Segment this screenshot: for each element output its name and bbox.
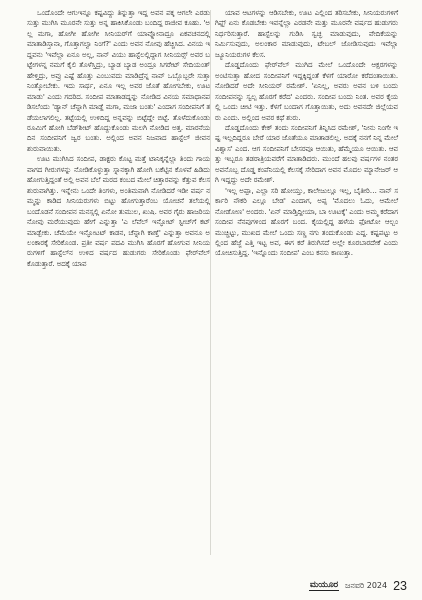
page-number: 23: [393, 579, 407, 593]
right-paragraph-4: 'ಇಲ್ಲ ಅಪ್ಪಾ, ಎಲ್ಲಾ ಸರಿ ಹೋಯ್ತು, ಕಾಲೇಜುಲ್ಲೂ ಇಲ್ಲ, ಬೈತೀರಿ… ನಾನ್ ಸರ್ಕಾರಿ ನೌಕರಿ ಎಲ್ಲೂ ಬೇಡ' ಎಂದಾಗ, ಅಪ್ಪ 'ಮೊದಲು ಓದು, ಆಮೇಲೆ ನೋಡೋಣ' ಅಂದರು. 'ಏನ್ ಮಾಡ್ತಿದ್ದೀಯಾ, ಬಾ ಊಟಕ್ಕೆ' ಎಂದು ಅಮ್ಮ ಕರೆದಾಗ ಸಂದೀಪ ನೆನಪುಗಳಿಂದ ಹೊರಗೆ ಬಂದ. ಕೈಯಲ್ಲಿದ್ದ ಹಳೆಯ ಫೋಟೋ ಆಲ್ಬಂ ಮುಚ್ಚಿಟ್ಟು, ಮುಖದ ಮೇಲೆ ಒಂದು ಸಣ್ಣ ನಗು ತಂದುಕೊಂಡು ಎದ್ದ. ಕಷ್ಟಪಟ್ಟು ಅಲ್ಲಿಂದ ಹೆಜ್ಜೆ ಎತ್ತಿ ಇಟ್ಟ ಅವ, ಈಗ ಕರೆ ತಿರುಗಿಸದೆ ಅಲ್ಲೇ ಕೂರಬಾರದೇಕೆ ಎಂದು ಯೋಚಿಸುತ್ತಿದ್ದ. 'ಇನ್ನೊಂದು ಸಂದೀಪ' ಎಂಬ ಕನಸು ಕಾಣುತ್ತಾ.: [215, 185, 398, 258]
right-column: [215, 8, 398, 259]
left-column: [27, 8, 210, 269]
right-paragraph-3: ದೊಡ್ಡದೊಂದು ಕೇಕ್ ತಂದು ಸಂದೀಪನಿಗೆ ತಿನ್ನಿಸಿದ ರಮೇಶ್, 'ನೀನು ನಿಂಗೇ ಇಷ್ಟ ಇಲ್ಲದಿದ್ದರೂ ಬೇರೆ ಯಾರ ಜೊತೆಯೂ ಮಾತಾಡಲಿಲ್ಲ. ಅದಕ್ಕೆ ನನಗೆ ನಿನ್ನ ಮೇಲೆ ವಿಶ್ವಾಸ' ಎಂದ. ಆಗ ಸಂದೀಪನಿಗೆ ಬೇಸರವೂ ಆಯಿತು, ಹೆಮ್ಮೆಯೂ ಆಯಿತು. ಆವತ್ತು ಇಬ್ಬರೂ ತಡರಾತ್ರಿಯವರೆಗೆ ಮಾತಾಡಿದರು. ಮುಂದೆ ಹಲವು ವರ್ಷಗಳ ನಂತರ ಅವನೊಬ್ಬ ದೊಡ್ಡ ಕಂಪೆನಿಯಲ್ಲಿ ಕೆಲಸಕ್ಕೆ ಸೇರಿದಾಗ ಅವನ ಮೊದಲ ಮ್ಯಾನೇಜರ್ ಆಗಿ ಇದ್ದದ್ದು ಅದೇ ರಮೇಶ್.: [215, 122, 398, 185]
column-divider: [210, 10, 211, 555]
right-paragraph-1: ಯಾವ ಆಟಗಳನ್ನು ಆಡಿಸಬೇಕು, ಊಟ ಎಲ್ಲಿಂದ ತರಿಸಬೇಕು, ಸೀನಿಯರುಗಳಿಗೆ ಗಿಫ್ಟ್ ಏನು ಕೊಡಬೇಕು ಇವನ್ನೆಲ್ಲಾ ಎರಡನೇ ಮತ್ತು ಮೂರನೇ ವರ್ಷದ ಹುಡುಗರು ನಿರ್ಧರಿಸುತ್ತಾರೆ. ಹಾಸ್ಟೆಲನ್ನು ಗುಡಿಸಿ ಸ್ವಚ್ಛ ಮಾಡುವುದು, ವೇದಿಕೆಯನ್ನು ನಿರ್ಮಿಸುವುದು, ಅಲಂಕಾರ ಮಾಡುವುದು, ಟೇಬಲ್ ಜೋಡಿಸುವುದು ಇವೆಲ್ಲಾ ಜ್ಯೂನಿಯರುಗಳ ಕೆಲಸ.: [215, 8, 398, 59]
left-paragraph-2: ಊಟ ಮುಗಿಸಿದ ಸಂದೀಪ, ಡಾಕ್ಟರು ಕೊಟ್ಟ ಮತ್ತೆ ಟಾನಿಕ್ಕನ್ನೆಲ್ಲಾ ತಿಂದು ಗಾಯವಾಗದ ಗೀರುಗಳನ್ನು ನೋಡಿಕೊಳ್ಳುತ್ತಾ ಸ್ನಾನಕ್ಕಾಗಿ ಹೋಗಿ ಬಕೆಟ್ಟಿನ ಕೊಳವೆ ಹಿಡಿದು ಹೋಗುತ್ತಿದ್ದಂತೆ ಅಲ್ಲಿ ಅವನ ಬೆಲೆ ಮರದ ಕಂಬದ ಮೇಲೆ ಚಿತ್ತಾರವನ್ನು ಕೆತ್ತುವ ಕೆಲಸ ಶುರುವಾಗಿತ್ತು. ಇನ್ನೇನು ಒಂದೇ ತಿಂಗಳು, ಅಂತಿಮವಾಗಿ ನೋಡಿದರೆ ಇಡೀ ವರ್ಷ ನಮ್ಮನ್ನು ಕಾಡಿದ ಸೀನಿಯರುಗಳು ಬಿಟ್ಟು ಹೋಗುತ್ತಾರೆಂಬ ಯೋಚನೆ ತಲೆಯಲ್ಲಿ ಬಂದೊಡನೆ ಸಂದೀಪನ ಮನಸ್ಸಲ್ಲಿ ಏನೋ ತುಮುಲ, ಖುಷಿ. ಅವರ ಗೈರು ಹಾಜರಿಯ ನೋವು ಮರೆಯುವುದು ಹೇಗೆ ಎನ್ನುತ್ತಾ 'ಎ ಲೆವೆಲ್ ಇನ್ಫೋಟ್ ಸ್ಟೀಚ್‌ಗೆ ಕಟ್ ಮಾಡ್ಬೇಕು. ಚೆಮೆಯೇ ಇನ್ಫೋಟಟ್ ಕಾಡನ, ಚೆನ್ನಾಗಿ ಕಾಣ್ತೆ' ಎನ್ನುತ್ತಾ ಅವನೂ ಅಲಂಕಾರಕ್ಕೆ ಸೇರಿಕೊಂಡ. ಪ್ರತೀ ವರ್ಷ ಪದವಿ ಮುಗಿಸಿ ಹೊರಗೆ ಹೋಗುವ ಸೀನಿಯರುಗಳಿಗೆ ಹಾಸ್ಟೆಲ್‌ನ ಉಳಿದ ವರ್ಷದ ಹುಡುಗರು ಸೇರಿಕೊಂಡು ಫೇರ್‌ವೆಲ್ ಕೊಡುತ್ತಾರೆ. ಅದಕ್ಕೆ ಯಾವ: [27, 154, 210, 268]
right-paragraph-2: ದೊಡ್ಡದೊಂದು ಫೇರ್‌ವೆಲ್ ಮುಗಿದ ಮೇಲೆ ಒಂದೊಂದೇ ಆಕ್ಷರಗಳನ್ನು ಅಂಟಿಸುತ್ತಾ ಹೋದ ಸಂದೀಪನಿಗೆ ಇದ್ದಕ್ಕಿದ್ದಂತೆ ಕೆಳಗೆ ಯಾರೋ ಕರೆದಂತಾಯಿತು. ನೋಡಿದರೆ ಅದೇ ಸೀನಿಯರ್ ರಮೇಶ್. 'ಏನಿಲ್ಲ, ಅವರು ಅವನ ಬಳಿ ಬಂದು ಸಂದೀಪನನ್ನು ಸ್ವಲ್ಪ ಹೊರಗೆ ಕರೆದ' ಎಂದರು. ಸಂದೀಪ ಬಂದು ನಿಂತ. ಅವರ ಕೈಯಲ್ಲಿ ಒಂದು ಚೀಟಿ ಇತ್ತು. ಕೆಳಗೆ ಬಂದಾಗ ಗೊತ್ತಾಯಿತು, ಅದು ಅವನದೇ ಜಿಲ್ಲೆಯವರು ಎಂದು. ಅಲ್ಲಿಂದ ಅವರ ಕಥೆ ಶುರು.: [215, 60, 398, 122]
magazine-logo: ಮಯೂರ: [309, 580, 338, 590]
page-footer: [247, 579, 407, 593]
left-paragraph-1: ಒಂದೊಂದೇ ಆಗುಇನ್ನೂ ಕಷ್ಟವಿದ್ದು ತಿನ್ನುತ್ತಾ ಇದ್ದ ಅವನ ಪಕ್ಕ ಆಗಲೇ ಎರಡು ಸುತ್ತು ಮುಗಿಸಿ ಮೂರನೇ ಸುತ್ತು ಅನ್ನ ಹಾಕಿಸಿಕೊಂಡು ಬಂದಿದ್ದ ರಾಜೀವ ಕೂಹು. 'ಅಲ್ಲ ಮಗಾ, ಹೋಗೀ ಹೋಗೀ ಸೀನಿಯರ್‌ಗೆ ಯಾವ್ನೋನಾದ್ರೂ ಏಕವಚನದಲ್ಲಿ ಮಾತಾಡಿಸ್ತಾನಾ, ಗೊತ್ತಾಗಲ್ವಾ ನಿಂಗೆ?' ಎಂದು ಅವನ ನೋವು ಹೆಚ್ಚಿಸಿದ. ವಿನಯ ಇದ್ದವನು 'ಇವೆಲ್ಲಾ ಏನೂ ಅಲ್ಲ, ನಾನ್ ವಿಯು ಹಾಸ್ಟೆಲಲ್ಲಿದ್ದಾಗ ಸೀನಿಯರ್‍ಸ್ ಅವರ ಬಟ್ಟೇಗಳನ್ನ ನಮಗೆ ಕೈಲಿ ತೊಳೆಸ್ತಿದ್ರು, ಬ್ಯಾಡ ಬ್ಯಾಡ ಅಂದ್ರೂ ಸಿಗರೇಟ್ ಸೇದಿಯಂತ್ ಹೇಳ್ತಿದ್ರು, ಅವ್ರು ಎಷ್ಟೆ ಹೊತ್ತು ಎಂಬುವದು ಮಾಡಿದ್ರೆನ್ನ ನಾವ್ ಒಬ್ಬೊಬ್ಬರೇ ಸುತ್ತಾ ನಿಂತ್ಕೋಬೇಕು. ಇದು ಸಾರ್ಥ, ಏನೂ ಇಲ್ಲ ಅವರ ಜೊತೆ ಹೋಗಬೇಕು, ಊಟ ಮಾಡು' ಎಂದು ಗದರಿದ. ಸಂದೀಪ ಮಾತಾಡದ್ನನ್ನು ನೋಡಿದ ವಿನಯ ಸಮಾಧಾನಪಡಿಸಲೆಂದು 'ಡ್ಯಾನ್ ಚೆನ್ನಾಗಿ ಮಾಡ್ದೆ ಮಗಾ, ಮಜಾ ಬಂತು' ಎಂದಾಗ ಸಂದೀಪನಿಗೆ ತಡೆಯಲಾಗಲಿಲ್ಲ. ತಟ್ಟೆಯಲ್ಲಿ ಉಳಿದಿದ್ದ ಅನ್ನವನ್ನು ಬಿಟ್ಟೆದ್ದೇ ಬಿಟ್ಟೆ. ತೊಳೆದುಕೊಂಡು ರೂಮಿಗೆ ಹೋಗಿ ಬೆಡ್‌ಶೀಟ್ ಹೊದ್ದುಕೊಂಡು ಮಲಗಿ ನೋಡಿದ ಅತ್ತ. ಮಾರನೆಯ ದಿನ ಸಂದೀಪನಿಗೆ ಜ್ವರ ಬಂತು. ಅಲ್ಲಿಂದ ಅವನ ನಿಜವಾದ ಹಾಸ್ಟೆಲ್ ಜೀವನ ಶುರುವಾಯಿತು.: [27, 8, 210, 153]
issue-date: ಜನವರಿ 2024: [345, 581, 388, 590]
